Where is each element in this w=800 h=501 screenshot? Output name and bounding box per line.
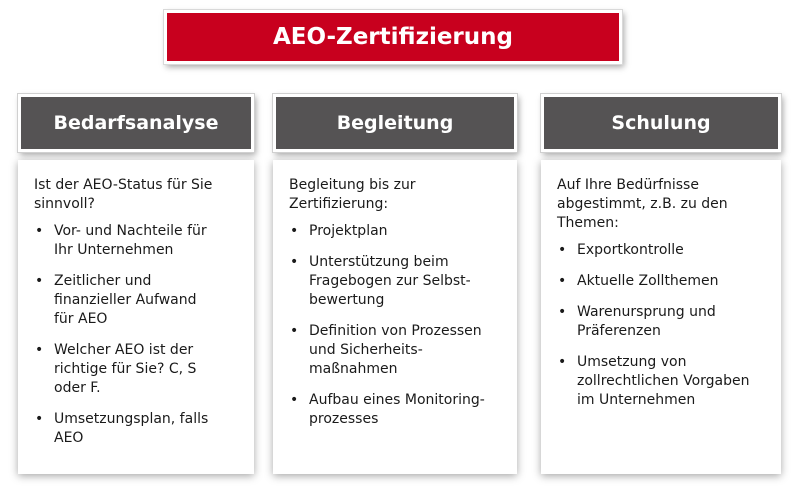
bullet-list bbox=[34, 222, 240, 448]
list-item-text: Umsetzung von zollrechtlichen Vorgaben im Unternehmen bbox=[577, 354, 750, 408]
list-item bbox=[289, 222, 503, 241]
list-item bbox=[557, 353, 767, 410]
list-item-text: Zeitlicher und finanzieller Aufwand für AEO bbox=[54, 273, 197, 327]
column-intro: Auf Ihre Bedürfnisse abgestimmt, z.B. zu den Themen: bbox=[557, 177, 728, 231]
column-body-schulung bbox=[541, 160, 781, 474]
list-item-text: Exportkontrolle bbox=[577, 242, 684, 258]
column-intro: Ist der AEO-Status für Sie sinnvoll? bbox=[34, 177, 213, 212]
list-item bbox=[557, 241, 767, 260]
bullet-icon: • bbox=[558, 304, 567, 320]
list-item-text: Umsetzungsplan, falls AEO bbox=[54, 411, 209, 446]
column-intro: Begleitung bis zur Zertifizierung: bbox=[289, 177, 416, 212]
column-body-bedarfsanalyse bbox=[18, 160, 254, 474]
bullet-icon: • bbox=[35, 223, 44, 239]
bullet-icon: • bbox=[35, 342, 44, 358]
list-item bbox=[289, 391, 503, 429]
list-item-text: Aktuelle Zollthemen bbox=[577, 273, 719, 289]
list-item bbox=[34, 341, 240, 398]
bullet-icon: • bbox=[35, 273, 44, 289]
bullet-icon: • bbox=[35, 411, 44, 427]
list-item bbox=[557, 303, 767, 341]
list-item-text: Definition von Prozessen und Sicherheits- maßnahmen bbox=[309, 323, 482, 377]
column-body-begleitung bbox=[273, 160, 517, 474]
diagram-title: AEO-Zertifizierung bbox=[164, 10, 622, 64]
list-item-text: Welcher AEO ist der richtige für Sie? C, S oder F. bbox=[54, 342, 197, 396]
list-item-text: Warenursprung und Präferenzen bbox=[577, 304, 716, 339]
list-item-text: Projektplan bbox=[309, 223, 388, 239]
list-item bbox=[557, 272, 767, 291]
list-item bbox=[289, 322, 503, 379]
list-item bbox=[289, 253, 503, 310]
list-item bbox=[34, 272, 240, 329]
list-item bbox=[34, 410, 240, 448]
bullet-icon: • bbox=[290, 223, 299, 239]
bullet-list bbox=[289, 222, 503, 429]
list-item bbox=[34, 222, 240, 260]
list-item-text: Aufbau eines Monitoring- prozesses bbox=[309, 392, 485, 427]
bullet-list bbox=[557, 241, 767, 410]
bullet-icon: • bbox=[290, 254, 299, 270]
bullet-icon: • bbox=[558, 273, 567, 289]
column-header-begleitung: Begleitung bbox=[273, 94, 517, 152]
column-header-bedarfsanalyse: Bedarfsanalyse bbox=[18, 94, 254, 152]
bullet-icon: • bbox=[290, 323, 299, 339]
list-item-text: Unterstützung beim Fragebogen zur Selbst- bewertung bbox=[309, 254, 471, 308]
list-item-text: Vor- und Nachteile für Ihr Unternehmen bbox=[54, 223, 207, 258]
bullet-icon: • bbox=[290, 392, 299, 408]
column-header-schulung: Schulung bbox=[541, 94, 781, 152]
bullet-icon: • bbox=[558, 354, 567, 370]
bullet-icon: • bbox=[558, 242, 567, 258]
